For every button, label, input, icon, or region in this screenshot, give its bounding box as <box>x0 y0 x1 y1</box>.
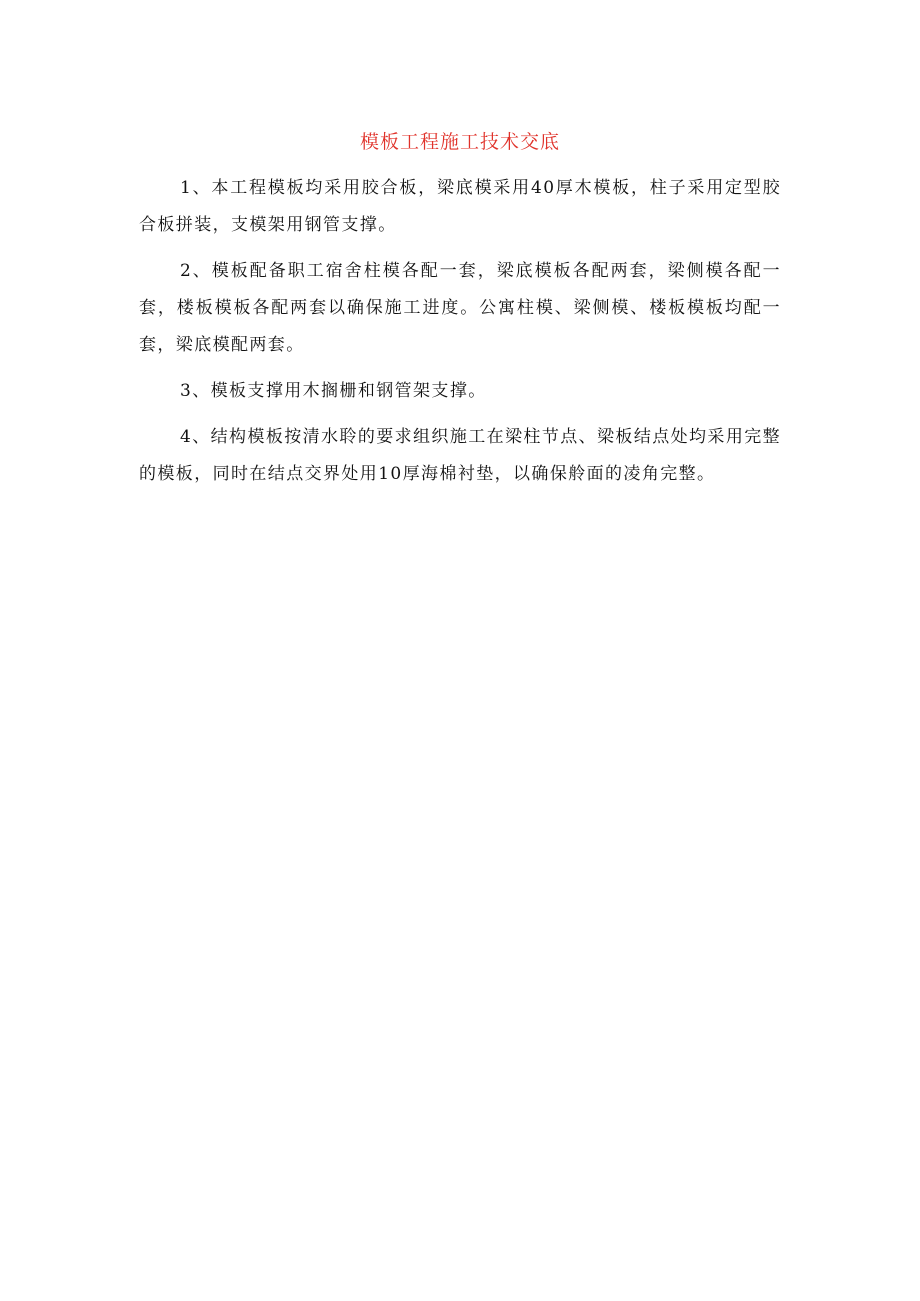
paragraph-3: 3、模板支撑用木搁栅和钢管架支撑。 <box>180 381 487 401</box>
document-title: 模板工程施工技术交底 <box>359 131 560 153</box>
paragraph-4: 4、结构模板按清水聆的要求组织施工在梁柱节点、梁板结点处均采用完整的模板，同时在结点交界处用10厚海棉衬垫，以确保舲面的凌角完整。 <box>139 427 782 484</box>
document-body <box>139 170 781 502</box>
paragraph-2: 2、模板配备职工宿舍柱模各配一套，梁底模板各配两套，梁侧模各配一套，楼板模板各配两套以确保施工进度。公寓柱模、梁侧模、楼板模板均配一套，梁底模配两套。 <box>139 261 781 355</box>
paragraph-1: 1、本工程模板均采用胶合板，梁底模采用40厚木模板，柱子采用定型胶合板拼装，支模架用钢管支撑。 <box>139 178 781 235</box>
